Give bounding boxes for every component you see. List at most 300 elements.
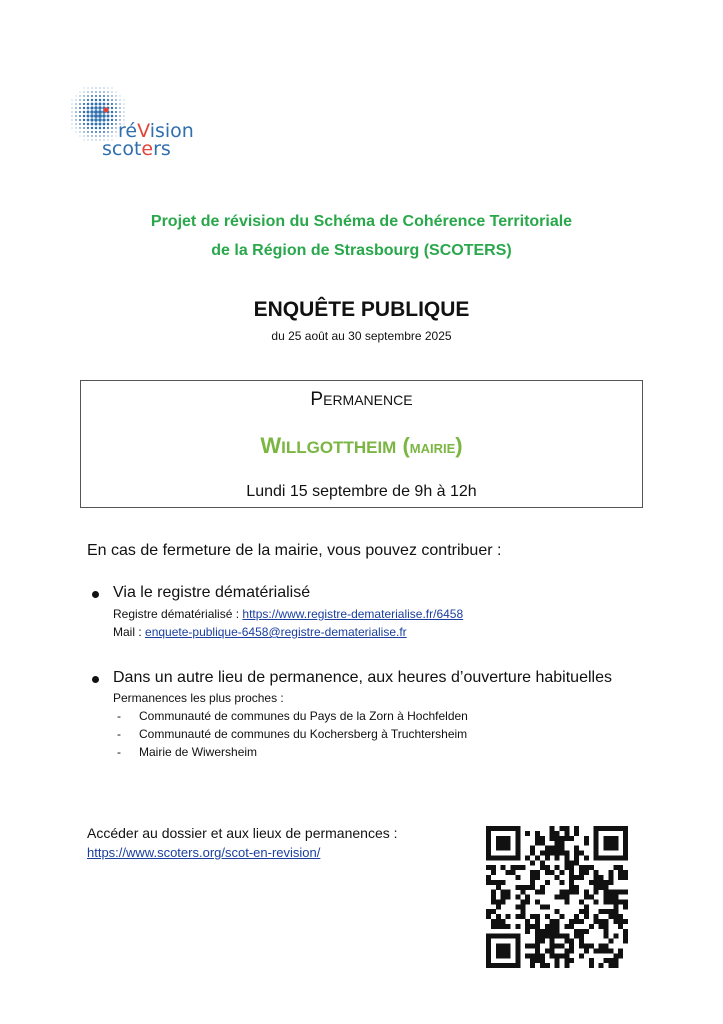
qr-module (520, 914, 525, 919)
qr-module (506, 953, 511, 958)
qr-module (510, 963, 515, 968)
qr-module (618, 826, 623, 831)
logo-dot (124, 108, 125, 109)
qr-module (579, 939, 584, 944)
qr-module (555, 909, 560, 914)
qr-module (574, 919, 579, 924)
qr-module (535, 914, 540, 919)
qr-module (540, 885, 545, 890)
qr-module (594, 899, 599, 904)
qr-module (515, 904, 520, 909)
qr-module (618, 953, 623, 958)
qr-module (584, 890, 589, 895)
option-other-location-title: Dans un autre lieu de permanence, aux heures d’ouverture habituelles (113, 669, 612, 686)
qr-module (604, 880, 609, 885)
qr-module (486, 914, 491, 919)
qr-module (599, 948, 604, 953)
qr-module (550, 939, 555, 944)
qr-module (540, 841, 545, 846)
logo-dot (107, 127, 109, 129)
qr-module (559, 934, 564, 939)
qr-module (584, 914, 589, 919)
qr-module (559, 841, 564, 846)
qr-module (530, 963, 535, 968)
logo-dot (87, 127, 89, 129)
qr-module (550, 850, 555, 855)
qr-module (559, 836, 564, 841)
qr-module (594, 890, 599, 895)
qr-module (574, 885, 579, 890)
logo-dot (79, 123, 81, 125)
qr-module (564, 899, 569, 904)
qr-module (604, 899, 609, 904)
qr-module (545, 870, 550, 875)
logo-dot (79, 95, 80, 96)
logo-dot (72, 124, 73, 125)
qr-module (569, 885, 574, 890)
qr-module (604, 924, 609, 929)
logo-dot (123, 115, 124, 116)
qr-module (613, 826, 618, 831)
qr-module (555, 865, 560, 870)
logo-dot (103, 99, 105, 101)
list-item: Communauté de communes du Kochersberg à Truchtersheim (139, 727, 468, 741)
logo-dot (92, 88, 93, 89)
scoters-link[interactable]: https://www.scoters.org/scot-en-revision/ (87, 845, 321, 860)
qr-module (594, 850, 599, 855)
logo-dot (119, 99, 120, 100)
qr-module (559, 953, 564, 958)
qr-module (540, 929, 545, 934)
qr-module (535, 841, 540, 846)
logo-dot (111, 135, 112, 136)
qr-module (623, 929, 628, 934)
logo-dot (99, 99, 102, 102)
logo-dot (95, 99, 98, 102)
qr-module (506, 924, 511, 929)
logo-dot (119, 111, 121, 113)
qr-module (599, 855, 604, 860)
qr-module (496, 885, 501, 890)
qr-module (623, 904, 628, 909)
qr-module (535, 836, 540, 841)
qr-module (525, 929, 530, 934)
logo-dot (75, 111, 77, 113)
logo-dot (87, 91, 88, 92)
qr-module (574, 934, 579, 939)
qr-module (496, 963, 501, 968)
permanence-label: PERMANENCE (310, 389, 413, 410)
logo-dot (119, 115, 121, 117)
qr-module (515, 914, 520, 919)
qr-module (540, 904, 545, 909)
logo-dot (99, 91, 101, 93)
qr-module (579, 909, 584, 914)
qr-module (496, 841, 501, 846)
logo-dot (99, 103, 102, 106)
qr-module (506, 870, 511, 875)
qr-module (564, 934, 569, 939)
qr-module (584, 909, 589, 914)
qr-module (550, 836, 555, 841)
qr-module (613, 846, 618, 851)
qr-module (604, 929, 609, 934)
qr-module (599, 909, 604, 914)
qr-module (564, 865, 569, 870)
qr-module (506, 963, 511, 968)
qr-module (594, 831, 599, 836)
qr-module (506, 948, 511, 953)
qr-module (574, 850, 579, 855)
logo-dot (83, 135, 84, 136)
qr-module (608, 855, 613, 860)
logo-dot (98, 106, 101, 109)
qr-module (535, 934, 540, 939)
logo-dot (95, 123, 98, 126)
logo-dot (115, 111, 117, 113)
qr-module (491, 890, 496, 895)
logo-dot (111, 131, 112, 132)
qr-module (491, 855, 496, 860)
logo-dot (91, 95, 93, 97)
qr-module (555, 953, 560, 958)
qr-module (564, 850, 569, 855)
qr-module (608, 841, 613, 846)
logo-dot (87, 111, 90, 114)
qr-module (550, 919, 555, 924)
qr-module (520, 890, 525, 895)
logo-dot (103, 127, 105, 129)
qr-module (501, 899, 506, 904)
qr-module (540, 953, 545, 958)
qr-module (623, 919, 628, 924)
qr-module (506, 944, 511, 949)
logo-dot (76, 132, 77, 133)
permanence-date: Lundi 15 septembre de 9h à 12h (246, 483, 477, 500)
logo-dot (72, 100, 73, 101)
logo-dot (107, 91, 108, 92)
qr-module (618, 875, 623, 880)
qr-module (496, 846, 501, 851)
qr-module (535, 948, 540, 953)
qr-module (555, 875, 560, 880)
qr-module (589, 963, 594, 968)
qr-module (515, 953, 520, 958)
qr-module (540, 850, 545, 855)
logo-dot (111, 91, 112, 92)
logo-dot (88, 88, 89, 89)
qr-module (545, 865, 550, 870)
logo-dot (116, 92, 117, 93)
qr-module (520, 904, 525, 909)
logo-dot (87, 123, 90, 126)
qr-module (618, 870, 623, 875)
qr-module (501, 855, 506, 860)
registre-link[interactable]: https://www.registre-dematerialise.fr/6458 (242, 607, 464, 621)
permanence-place: WILLGOTTHEIM (MAIRIE) (260, 433, 463, 458)
qr-module (545, 948, 550, 953)
qr-module (608, 963, 613, 968)
qr-module (501, 924, 506, 929)
logo-dot (103, 123, 106, 126)
logo-dot (104, 88, 105, 89)
qr-module (555, 919, 560, 924)
qr-module (599, 919, 604, 924)
qr-module (584, 895, 589, 900)
qr-module (623, 841, 628, 846)
qr-module (618, 865, 623, 870)
qr-module (564, 963, 569, 968)
qr-module (486, 963, 491, 968)
qr-module (564, 948, 569, 953)
qr-module (491, 865, 496, 870)
qr-module (613, 836, 618, 841)
qr-module (574, 846, 579, 851)
qr-module (618, 899, 623, 904)
logo-dot (99, 135, 101, 137)
qr-module (589, 880, 594, 885)
qr-module (564, 855, 569, 860)
qr-module (569, 944, 574, 949)
logo-dot (116, 136, 117, 137)
qr-module (535, 953, 540, 958)
nearest-permanences-label: Permanences les plus proches : (113, 691, 284, 705)
qr-module (520, 885, 525, 890)
qr-module (496, 948, 501, 953)
qr-module (584, 855, 589, 860)
qr-module (608, 909, 613, 914)
logo-dot (111, 127, 113, 129)
qr-module (530, 875, 535, 880)
logo-dot (83, 91, 84, 92)
logo-dot (95, 87, 96, 88)
qr-module (613, 953, 618, 958)
qr-module (535, 958, 540, 963)
logo-dot (75, 119, 76, 120)
qr-module (604, 944, 609, 949)
qr-module (584, 841, 589, 846)
logo-dot (91, 127, 93, 129)
qr-module (486, 944, 491, 949)
qr-module (515, 831, 520, 836)
qr-module (540, 865, 545, 870)
logo-dot (83, 123, 85, 125)
logo-dot (91, 91, 92, 92)
qr-module (579, 953, 584, 958)
qr-module (579, 865, 584, 870)
qr-module (540, 836, 545, 841)
logo-dot (83, 115, 86, 118)
dash-marker: - (117, 745, 121, 759)
qr-module (530, 850, 535, 855)
qr-module (594, 919, 599, 924)
qr-module (496, 953, 501, 958)
qr-module (555, 924, 560, 929)
qr-module (569, 919, 574, 924)
qr-module (623, 855, 628, 860)
qr-module (506, 914, 511, 919)
logo-dot (84, 140, 85, 141)
qr-module (599, 924, 604, 929)
qr-module (535, 899, 540, 904)
qr-module (501, 934, 506, 939)
logo-dot (111, 111, 114, 114)
qr-module (594, 885, 599, 890)
qr-module (545, 914, 550, 919)
qr-module (618, 924, 623, 929)
logo-text-scoters: scoters (102, 138, 171, 160)
logo-dot (75, 99, 76, 100)
logo-dot (107, 115, 110, 118)
logo-dot (115, 107, 117, 109)
qr-module (510, 855, 515, 860)
access-url-line (87, 845, 320, 860)
logo-dot (72, 128, 73, 129)
qr-module (589, 865, 594, 870)
qr-module (506, 836, 511, 841)
logo-dot (115, 99, 116, 100)
logo-dot (115, 131, 116, 132)
qr-module (608, 870, 613, 875)
qr-module (608, 948, 613, 953)
logo-dot (87, 95, 89, 97)
logo-dot (83, 99, 85, 101)
logo-dot (115, 119, 117, 121)
qr-module (510, 826, 515, 831)
qr-module (623, 934, 628, 939)
qr-module (608, 895, 613, 900)
qr-module (530, 914, 535, 919)
qr-module (491, 880, 496, 885)
qr-module (608, 914, 613, 919)
qr-module (613, 904, 618, 909)
logo-dot (95, 95, 97, 97)
logo-dot (107, 119, 110, 122)
qr-module (618, 919, 623, 924)
qr-module (613, 841, 618, 846)
logo-dot (124, 100, 125, 101)
qr-module (623, 870, 628, 875)
qr-code-icon[interactable] (486, 826, 628, 968)
logo-dot (95, 103, 98, 106)
logo-dot (90, 118, 93, 121)
logo-dot (111, 95, 112, 96)
qr-module (496, 934, 501, 939)
qr-module (486, 846, 491, 851)
qr-module (564, 953, 569, 958)
logo-dot (98, 114, 102, 118)
logo-dot (83, 95, 84, 96)
qr-module (525, 885, 530, 890)
logo-dot (115, 115, 117, 117)
qr-module (579, 919, 584, 924)
qr-module (491, 909, 496, 914)
qr-module (574, 875, 579, 880)
dash-marker: - (117, 709, 121, 723)
qr-module (599, 944, 604, 949)
qr-module (594, 880, 599, 885)
qr-module (501, 890, 506, 895)
qr-module (530, 953, 535, 958)
logo-dot (90, 110, 93, 113)
logo-dot (83, 119, 85, 121)
qr-module (515, 855, 520, 860)
qr-module (569, 890, 574, 895)
logo-dot (102, 114, 105, 117)
qr-module (623, 939, 628, 944)
qr-module (550, 948, 555, 953)
qr-module (559, 850, 564, 855)
qr-module (623, 826, 628, 831)
qr-module (530, 880, 535, 885)
qr-module (486, 948, 491, 953)
qr-module (618, 855, 623, 860)
logo-dot (111, 103, 113, 105)
qr-module (530, 885, 535, 890)
logo-dot (107, 103, 110, 106)
qr-module (604, 890, 609, 895)
qr-module (604, 826, 609, 831)
qr-module (501, 953, 506, 958)
qr-module (594, 841, 599, 846)
logo-dot (111, 123, 113, 125)
logo-dot (87, 103, 90, 106)
qr-module (584, 870, 589, 875)
qr-module (486, 826, 491, 831)
qr-module (496, 899, 501, 904)
qr-module (584, 836, 589, 841)
logo-dot (95, 91, 97, 93)
logo-dot (92, 140, 93, 141)
logo-dot (71, 111, 72, 112)
qr-module (506, 846, 511, 851)
qr-module (525, 944, 530, 949)
qr-module (515, 865, 520, 870)
qr-module (525, 924, 530, 929)
mail-link[interactable]: enquete-publique-6458@registre-dematerialise.fr (145, 625, 407, 639)
registre-line: Registre dématérialisé : https://www.registre-dematerialise.fr/6458 (113, 607, 464, 621)
qr-module (574, 929, 579, 934)
qr-module (599, 875, 604, 880)
qr-module (564, 860, 569, 865)
qr-module (496, 924, 501, 929)
qr-module (564, 924, 569, 929)
logo-dot (123, 111, 124, 112)
logo-dot (84, 88, 85, 89)
qr-module (486, 831, 491, 836)
qr-module (501, 895, 506, 900)
logo-dot (94, 118, 97, 121)
logo-dot (103, 95, 105, 97)
logo-dot (80, 92, 81, 93)
qr-module (623, 875, 628, 880)
qr-module (555, 963, 560, 968)
dash-marker: - (117, 727, 121, 741)
qr-module (579, 870, 584, 875)
qr-module (535, 890, 540, 895)
logo-dot (87, 107, 90, 110)
qr-module (564, 890, 569, 895)
qr-module (623, 836, 628, 841)
qr-module (506, 934, 511, 939)
logo-dot (98, 118, 101, 121)
bullet-icon (92, 676, 99, 683)
qr-module (604, 855, 609, 860)
logo-dot (107, 135, 108, 136)
access-text: Accéder au dossier et aux lieux de permanences : (87, 825, 398, 841)
logo-dot (87, 119, 90, 122)
qr-module (589, 895, 594, 900)
